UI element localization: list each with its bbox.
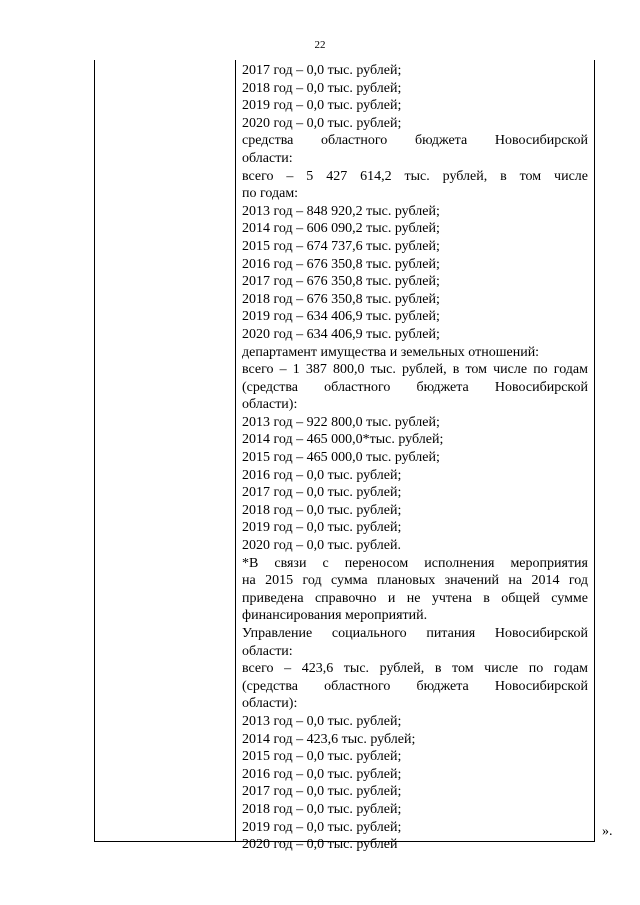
cell-line: всего – 5 427 614,2 тыс. рублей, в том числе	[242, 168, 588, 184]
cell-line: 2015 год – 0,0 тыс. рублей;	[242, 749, 402, 765]
cell-line: 2019 год – 634 406,9 тыс. рублей;	[242, 309, 440, 325]
cell-line: 2020 год – 0,0 тыс. рублей.	[242, 538, 401, 554]
cell-line: (средства областного бюджета Новосибирской	[242, 379, 588, 395]
cell-line: по годам:	[242, 186, 299, 202]
closing-quote-mark: ».	[602, 824, 613, 839]
cell-line: 2018 год – 676 350,8 тыс. рублей;	[242, 291, 440, 307]
column-divider	[235, 60, 236, 842]
cell-line: 2017 год – 676 350,8 тыс. рублей;	[242, 274, 440, 290]
cell-line: 2015 год – 674 737,6 тыс. рублей;	[242, 238, 440, 254]
cell-line: 2016 год – 676 350,8 тыс. рублей;	[242, 256, 440, 272]
funding-cell-text	[242, 62, 588, 854]
cell-line: 2020 год – 634 406,9 тыс. рублей;	[242, 326, 440, 342]
cell-line: 2016 год – 0,0 тыс. рублей;	[242, 766, 402, 782]
page-number: 22	[314, 39, 326, 51]
cell-line: 2019 год – 0,0 тыс. рублей;	[242, 98, 402, 114]
cell-line: Управление социального питания Новосибирской	[242, 626, 588, 641]
cell-line: 2020 год – 0,0 тыс. рублей	[242, 837, 398, 853]
cell-line: *В связи с переносом исполнения мероприятия	[242, 555, 588, 571]
cell-line: приведена справочно и не учтена в общей сумме	[242, 590, 588, 606]
cell-line: (средства областного бюджета Новосибирской	[242, 678, 588, 694]
cell-line: 2014 год – 423,6 тыс. рублей;	[242, 731, 416, 747]
cell-line: 2018 год – 0,0 тыс. рублей;	[242, 80, 402, 96]
cell-line: департамент имущества и земельных отношений:	[242, 344, 540, 360]
cell-line: области:	[242, 643, 293, 659]
cell-line: 2018 год – 0,0 тыс. рублей;	[242, 502, 402, 518]
cell-line: 2020 год – 0,0 тыс. рублей;	[242, 115, 402, 131]
cell-line: 2013 год – 922 800,0 тыс. рублей;	[242, 414, 440, 430]
cell-line: 2015 год – 465 000,0 тыс. рублей;	[242, 450, 440, 466]
cell-line: 2017 год – 0,0 тыс. рублей;	[242, 485, 402, 501]
cell-line: 2013 год – 0,0 тыс. рублей;	[242, 713, 402, 729]
cell-line: всего – 423,6 тыс. рублей, в том числе по годам	[242, 661, 588, 677]
cell-line: 2018 год – 0,0 тыс. рублей;	[242, 801, 402, 817]
cell-line: средства областного бюджета Новосибирской	[242, 133, 588, 149]
cell-line: 2014 год – 465 000,0*тыс. рублей;	[242, 432, 444, 448]
cell-line: области):	[242, 696, 298, 712]
cell-line: области):	[242, 397, 298, 413]
cell-line: всего – 1 387 800,0 тыс. рублей, в том числе по годам	[242, 362, 588, 378]
cell-line: 2016 год – 0,0 тыс. рублей;	[242, 467, 402, 483]
cell-line: финансирования мероприятий.	[242, 608, 428, 624]
cell-line: 2017 год – 0,0 тыс. рублей;	[242, 784, 402, 800]
cell-line: 2014 год – 606 090,2 тыс. рублей;	[242, 221, 440, 237]
cell-line: 2019 год – 0,0 тыс. рублей;	[242, 819, 402, 835]
cell-line: 2017 год – 0,0 тыс. рублей;	[242, 63, 402, 78]
cell-line: 2019 год – 0,0 тыс. рублей;	[242, 520, 402, 536]
cell-line: области:	[242, 150, 293, 166]
cell-line: 2013 год – 848 920,2 тыс. рублей;	[242, 203, 440, 219]
cell-line: на 2015 год сумма плановых значений на 2014 год	[242, 573, 588, 589]
